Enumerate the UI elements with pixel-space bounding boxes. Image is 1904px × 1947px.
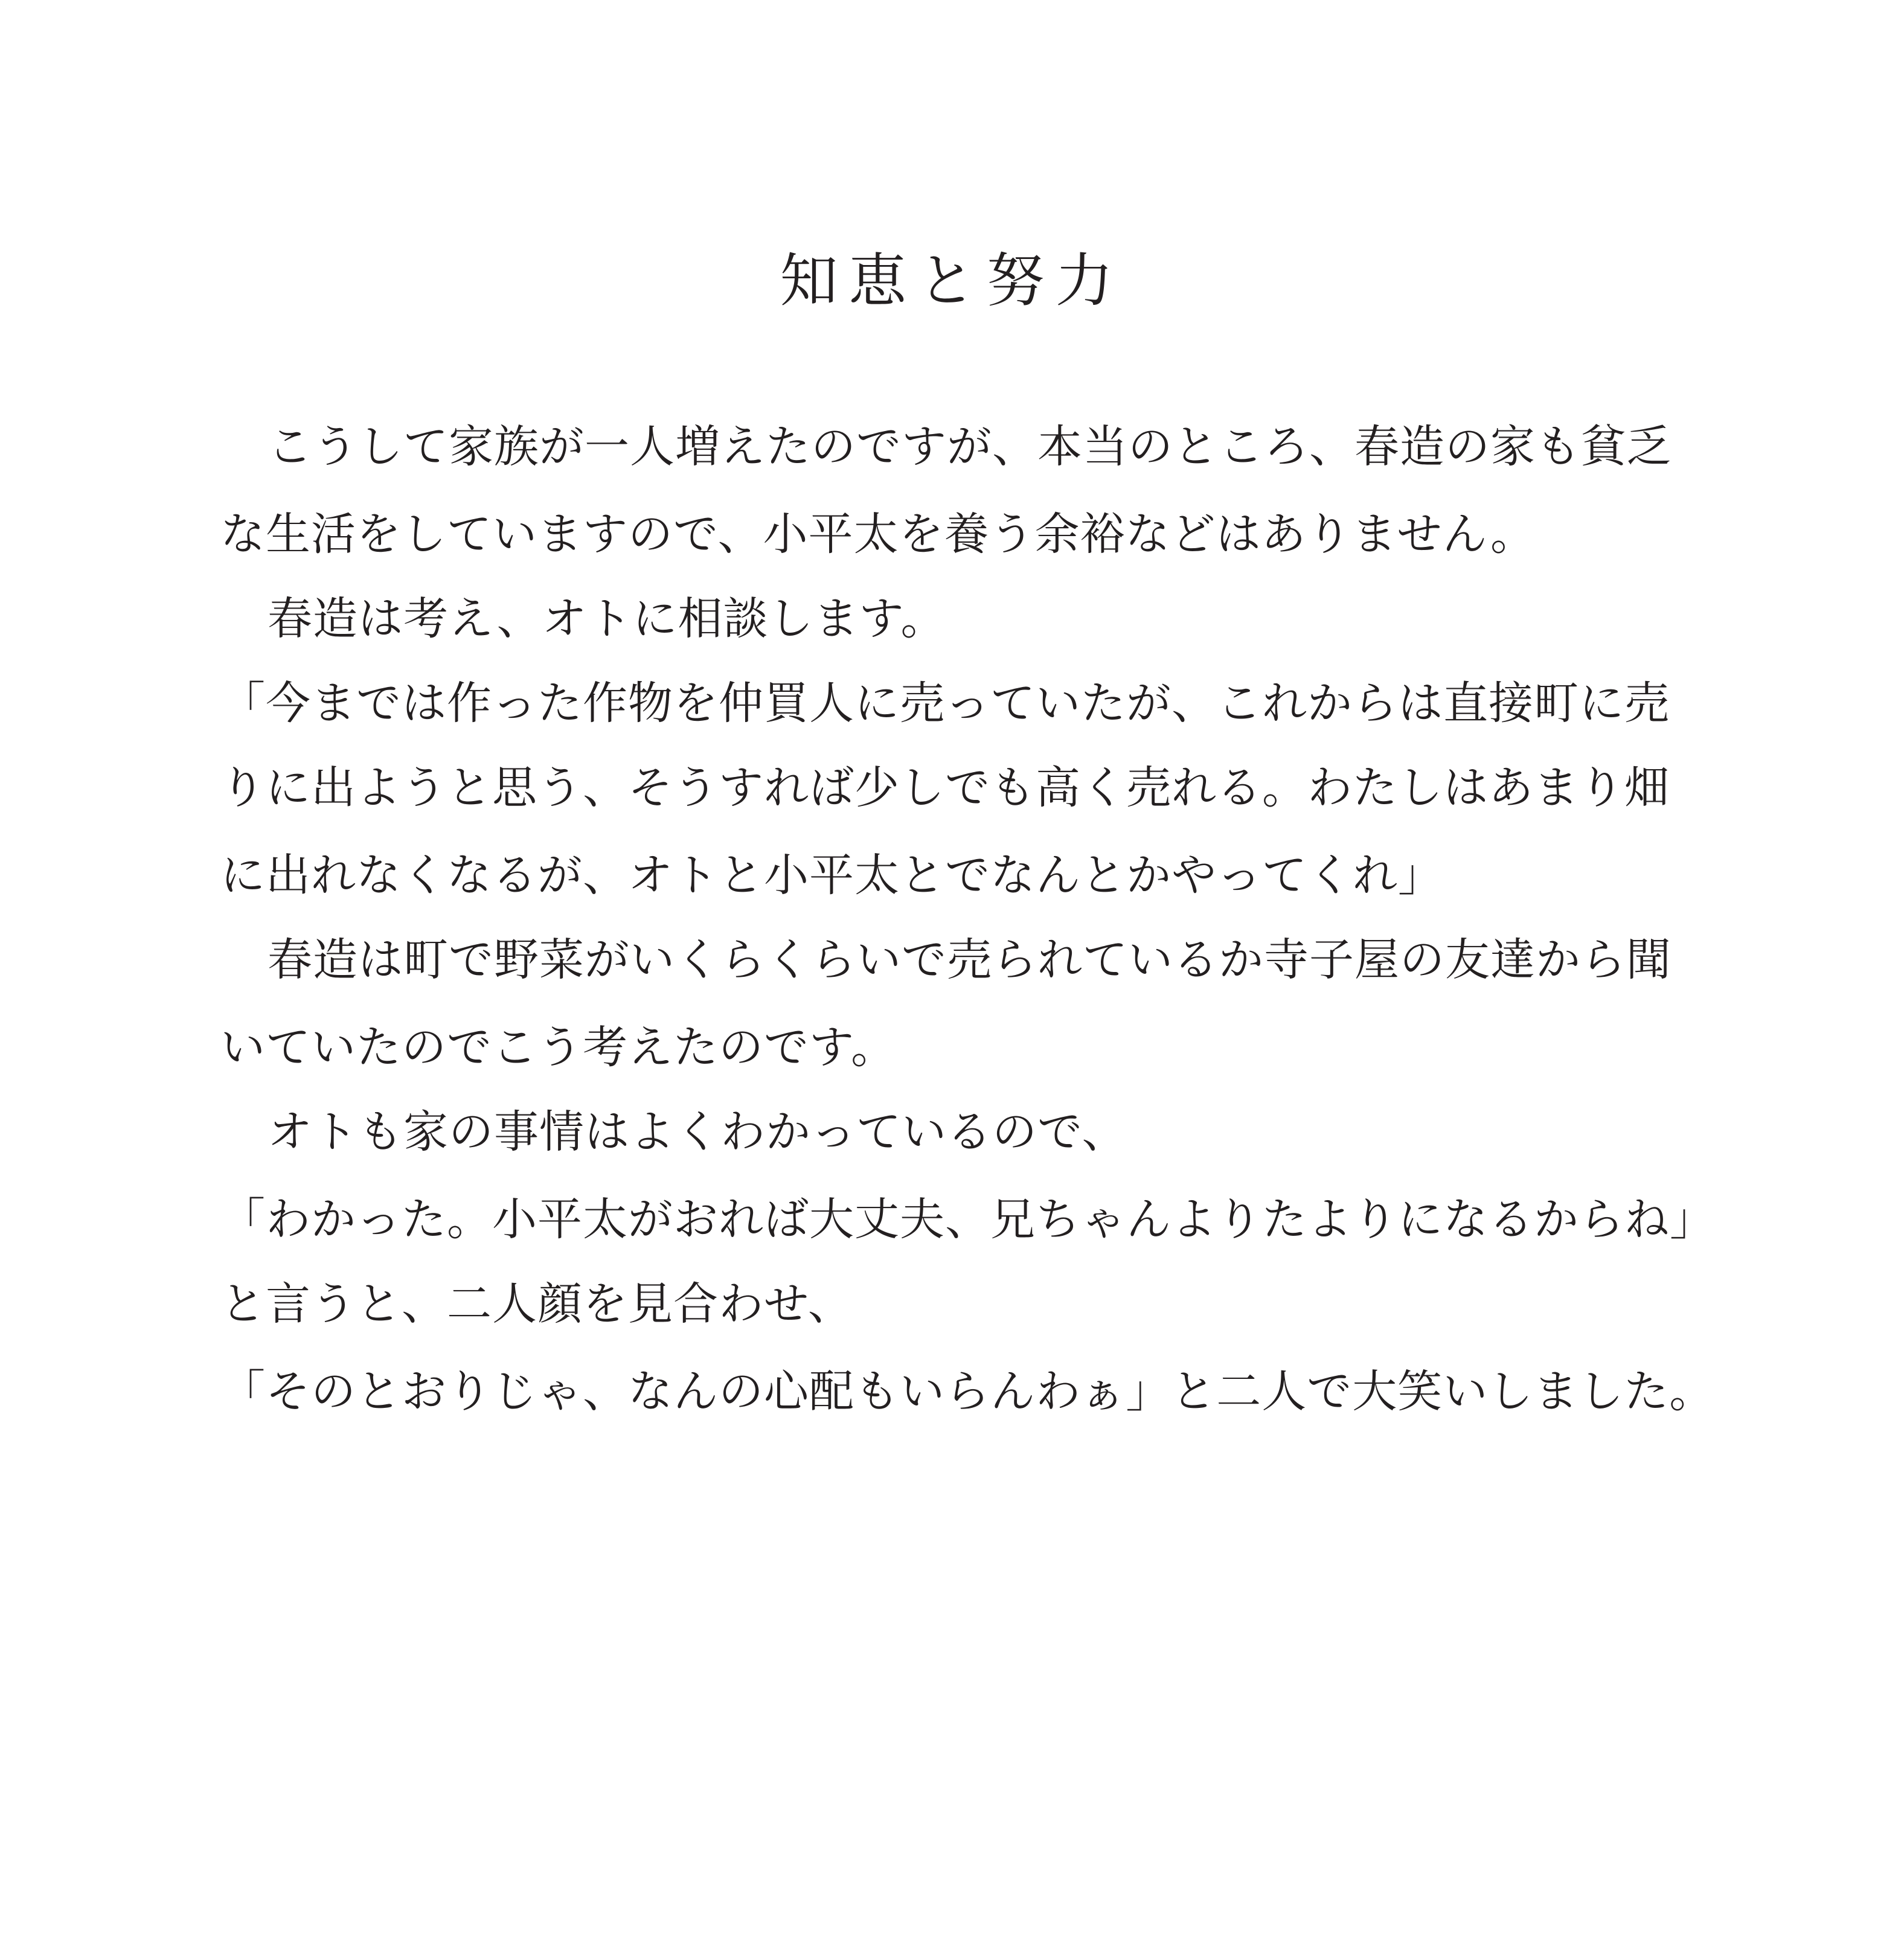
text-line: いていたのでこう考えたのです。 [220, 1021, 897, 1073]
text-line: 春造は考え、オトに相談します。 [268, 593, 946, 645]
text-line: 「今までは作った作物を仲買人に売っていたが、これからは直接町に売 [220, 677, 1670, 729]
text-line: こうして家族が一人増えたのですが、本当のところ、春造の家も貧乏 [268, 421, 1672, 473]
text-line: な生活をしていますので、小平太を養う余裕などはありません。 [220, 508, 1536, 560]
chapter-title: 知恵と努力 [780, 247, 1124, 315]
text-line: 「わかった。小平太がおれば大丈夫、兄ちゃんよりたよりになるからね」 [220, 1194, 1715, 1245]
text-line: オトも家の事情はよくわかっているので、 [268, 1106, 1127, 1158]
text-line: 春造は町で野菜がいくらくらいで売られているか寺子屋の友達から聞 [268, 934, 1672, 986]
text-line: 「そのとおりじゃ、なんの心配もいらんわぁ」と二人で大笑いしました。 [220, 1366, 1715, 1418]
text-line: と言うと、二人顔を見合わせ、 [220, 1278, 853, 1330]
text-line: に出れなくなるが、オトと小平太とでなんとかやってくれ」 [220, 849, 1443, 901]
text-line: りに出ようと思う、そうすれば少しでも高く売れる。わたしはあまり畑 [220, 762, 1670, 814]
